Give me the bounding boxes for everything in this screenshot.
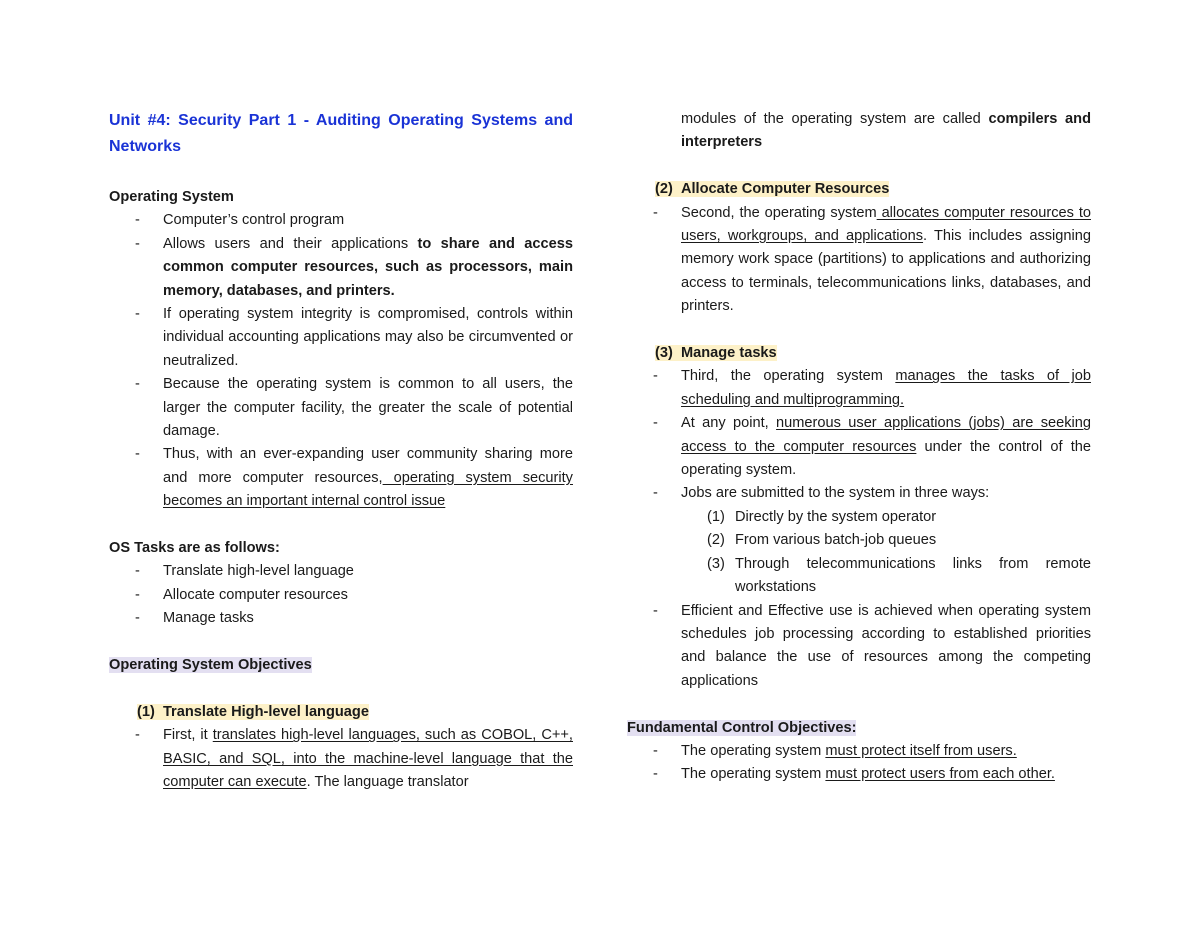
list-item: - At any point, numerous user applications (jobs) are seeking access to the computer resources under the control of the operating system. <box>653 415 1091 479</box>
objective-3-heading: (3) Manage tasks <box>655 345 777 362</box>
list-item: - Allows users and their applications to share and access common computer resources, such as processors, main memory, databases, and printers. <box>135 235 573 299</box>
list-item: - Allocate computer resources <box>135 586 348 603</box>
list-item: - Computer’s control program <box>135 212 345 229</box>
page-title: Unit #4: Security Part 1 - Auditing Operating Systems and Networks <box>109 112 573 155</box>
objective-1-heading: (1) Translate High-level language <box>137 703 369 720</box>
tasks-heading: OS Tasks are as follows: <box>109 540 280 557</box>
list-item: - The operating system must protect users from each other. <box>653 766 1055 783</box>
list-item: - Second, the operating system allocates computer resources to users, workgroups, and applications. This includes assigning memory work space (partitions) to applications and authorizing access to terminals, telecommunications links, databases, and printers. <box>653 204 1091 315</box>
list-item: - Translate high-level language <box>135 563 354 580</box>
numbered-item: (2) From various batch-job queues <box>707 532 937 549</box>
list-item: - First, it translates high-level languages, such as COBOL, C++, BASIC, and SQL, into the machine-level language that the computer can execute. The language translator <box>135 727 573 791</box>
continuation-text: modules of the operating system are called compilers and interpreters <box>681 111 1091 151</box>
list-item: - Because the operating system is common to all users, the larger the computer facility, the greater the scale of potential damage. <box>135 376 573 440</box>
list-item: - The operating system must protect itself from users. <box>653 742 1017 759</box>
os-heading: Operating System <box>109 189 234 205</box>
numbered-item: (1) Directly by the system operator <box>707 508 937 525</box>
list-item: - Efficient and Effective use is achieved when operating system schedules job processing according to established priorities and balance the use of resources among the competing applications <box>653 602 1091 689</box>
objectives-heading: Operating System Objectives <box>109 657 312 674</box>
right-column <box>627 108 1091 787</box>
objective-2-heading: (2) Allocate Computer Resources <box>655 181 890 198</box>
numbered-item: (3) Through telecommunications links from remote workstations <box>707 555 1091 596</box>
list-item: - Jobs are submitted to the system in three ways: <box>653 485 990 502</box>
list-item: - Manage tasks <box>135 610 254 627</box>
list-item: - Thus, with an ever-expanding user community sharing more and more computer resources, operating system security becomes an important internal control issue <box>135 446 573 510</box>
list-item: - If operating system integrity is compromised, controls within individual accounting applications may also be circumvented or neutralized. <box>135 306 573 369</box>
fundamental-heading: Fundamental Control Objectives: <box>627 719 857 736</box>
left-column <box>109 108 573 795</box>
list-item: - Third, the operating system manages the tasks of job scheduling and multiprogramming. <box>653 368 1091 408</box>
